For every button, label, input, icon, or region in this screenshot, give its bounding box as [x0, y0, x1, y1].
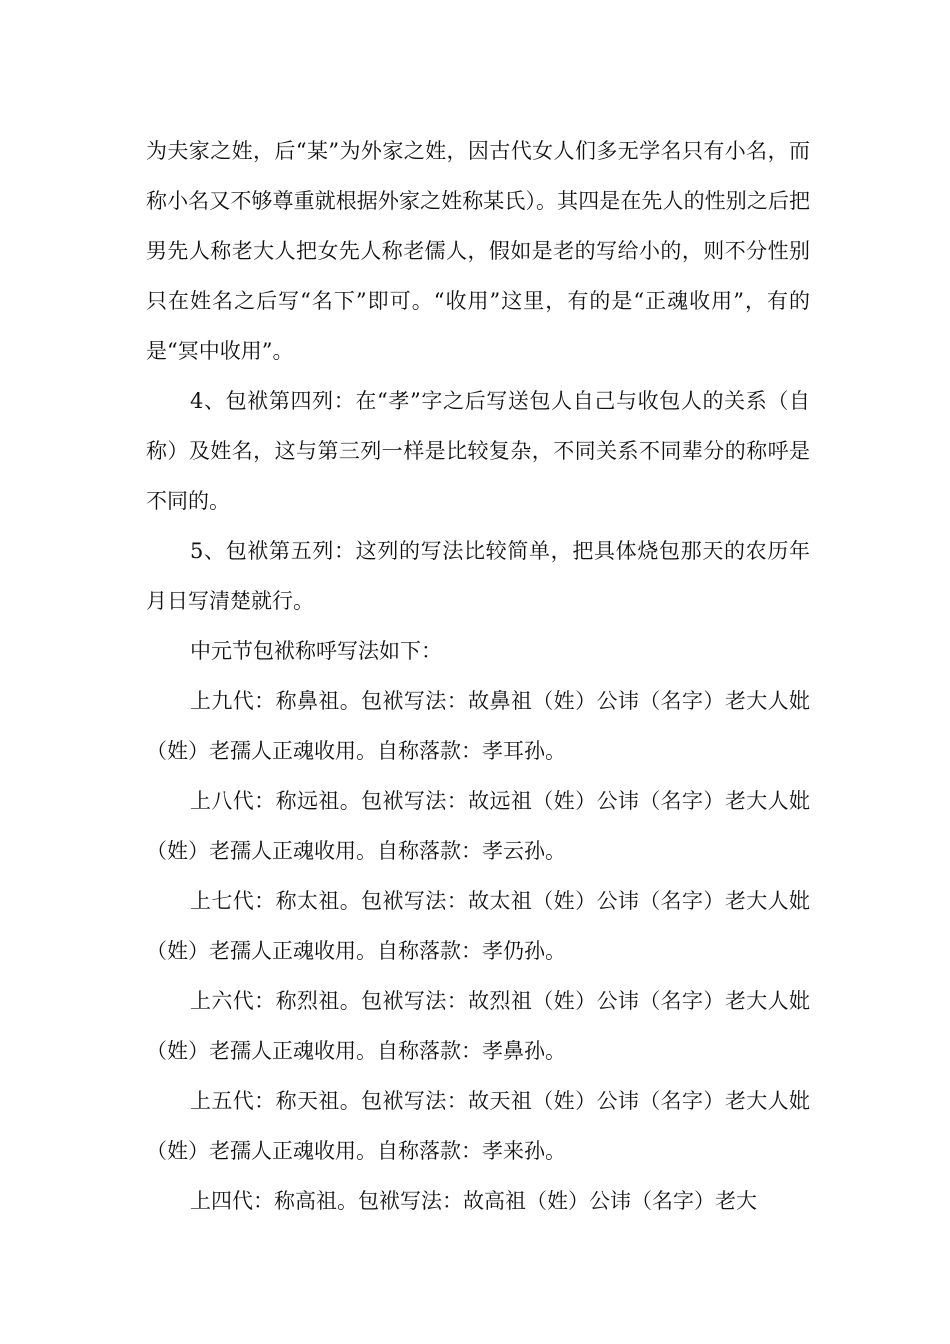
- paragraph-sixth-generation: 上六代：称烈祖。包袱写法：故烈祖（姓）公讳（名字）老大人妣（姓）老孺人正魂收用。自称落款：孝鼻孙。: [146, 989, 810, 1063]
- paragraph-fourth-generation: 上四代：称高祖。包袱写法：故高祖（姓）公讳（名字）老大: [190, 1189, 757, 1213]
- paragraph-heading: 中元节包袱称呼写法如下：: [190, 639, 442, 663]
- paragraph-eighth-generation: 上八代：称远祖。包袱写法：故远祖（姓）公讳（名字）老大人妣（姓）老孺人正魂收用。自称落款：孝云孙。: [146, 789, 810, 863]
- paragraph-fifth-generation: 上五代：称天祖。包袱写法：故天祖（姓）公讳（名字）老大人妣（姓）老孺人正魂收用。自称落款：孝来孙。: [146, 1089, 810, 1163]
- paragraph-column-four: 4、包袱第四列：在“孝”字之后写送包人自己与收包人的关系（自称）及姓名，这与第三列一样是比较复杂，不同关系不同辈分的称呼是不同的。: [146, 389, 810, 513]
- paragraph-ninth-generation: 上九代：称鼻祖。包袱写法：故鼻祖（姓）公讳（名字）老大人妣（姓）老孺人正魂收用。自称落款：孝耳孙。: [146, 689, 810, 763]
- paragraph-column-five: 5、包袱第五列：这列的写法比较简单，把具体烧包那天的农历年月日写清楚就行。: [146, 539, 810, 613]
- paragraph-seventh-generation: 上七代：称太祖。包袱写法：故太祖（姓）公讳（名字）老大人妣（姓）老孺人正魂收用。自称落款：孝仍孙。: [146, 889, 810, 963]
- document-page: [146, 126, 810, 1226]
- paragraph-continuation: 为夫家之姓，后“某”为外家之姓，因古代女人们多无学名只有小名，而称小名又不够尊重就根据外家之姓称某氏）。其四是在先人的性别之后把男先人称老大人把女先人称老儒人，假如是老的写给小的，则不分性别只在姓名之后写“名下”即可。“收用”这里，有的是“正魂收用”，有的是“冥中收用”。: [146, 139, 810, 363]
